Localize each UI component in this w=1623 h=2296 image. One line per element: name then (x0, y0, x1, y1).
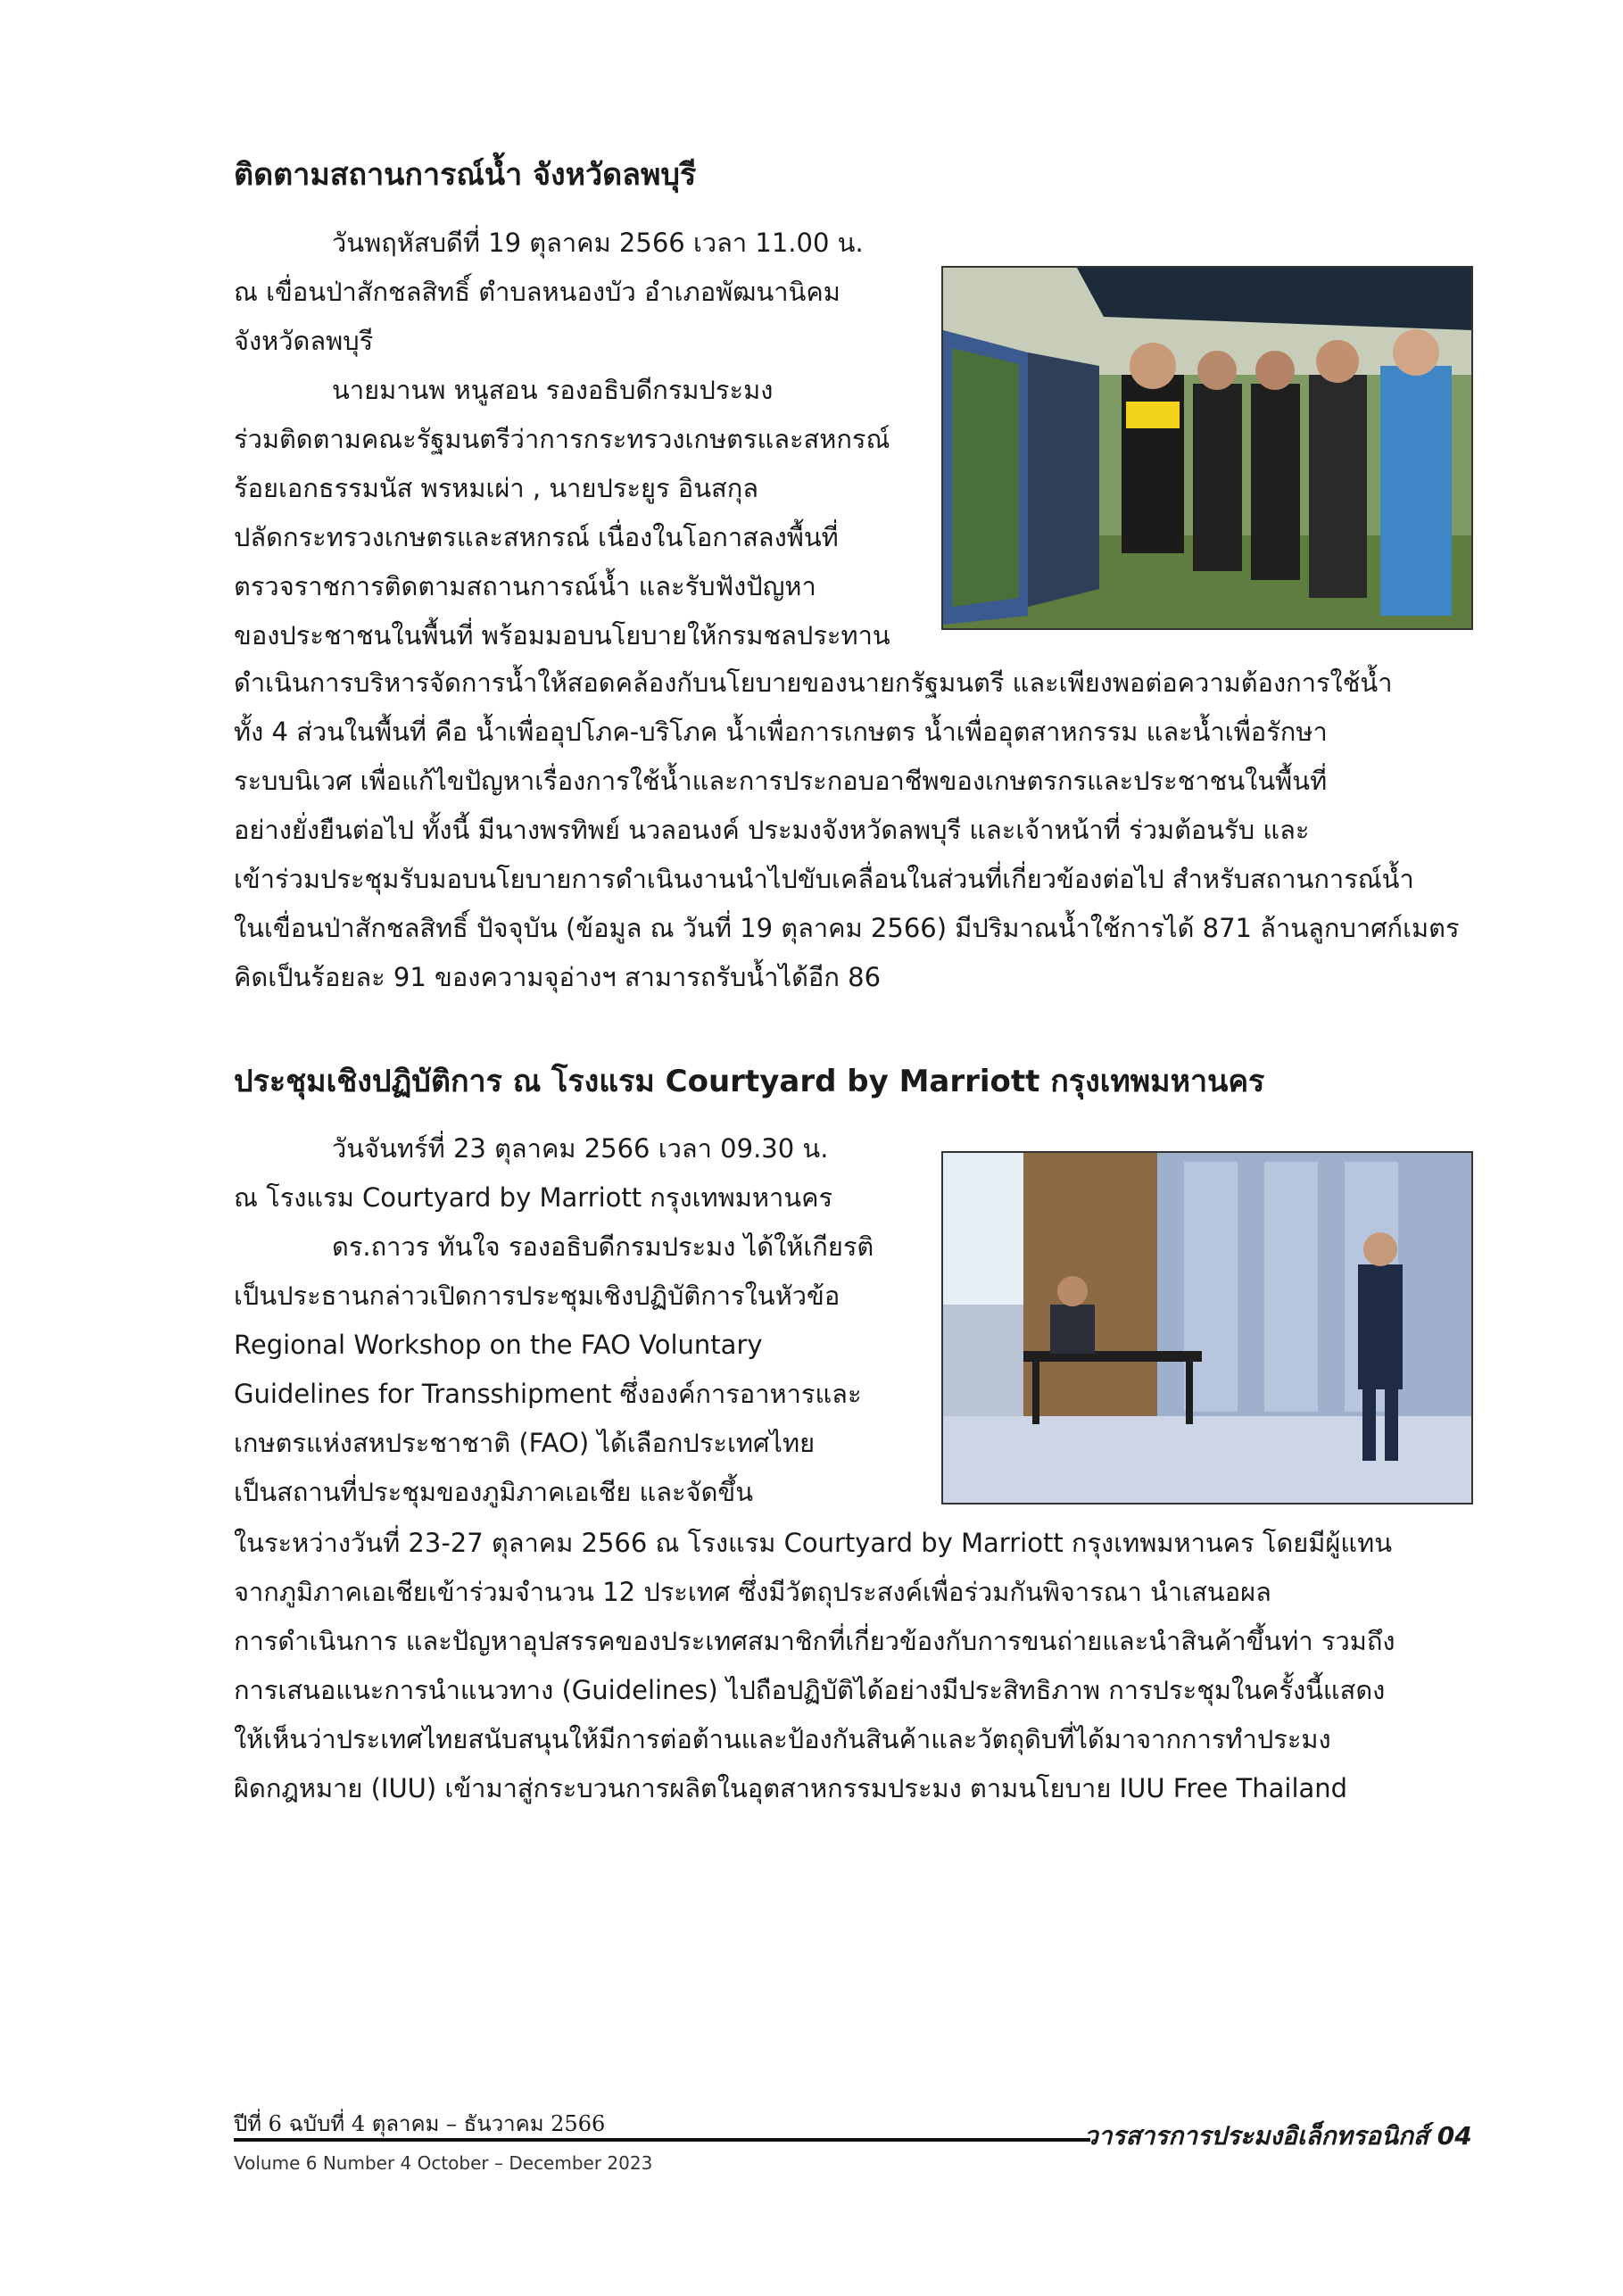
photo-dam-inspection-image (943, 268, 1471, 628)
section2-paragraph-full: ในระหว่างวันที่ 23-27 ตุลาคม 2566 ณ โรงแรม Courtyard by Marriott กรุงเทพมหานคร โดยมีผู้แทน จากภูมิภาคเอเชียเข้าร่วมจำนวน 12 ประเทศ ซึ่งมีวัตถุประสงค์เพื่อร่วมกันพิจารณา นำเสนอผล การดำเนินการ และปัญหาอุปสรรคของประเทศสมาชิกที่เกี่ยวข้องกับการขนถ่ายและนำสินค้าขึ้นท่า รวมถึง การเสนอแนะการนำแนวทาง (Guidelines) ไปถือปฏิบัติได้อย่างมีประสิทธิภาพ การประชุมในครั้งนี้แสดง ให้เห็นว่าประเทศไทยสนับสนุนให้มีการต่อต้านและป้องกันสินค้าและวัตถุดิบที่ได้มาจากการทำประมง ผิดกฎหมาย (IUU) เข้ามาสู่กระบวนการผลิตในอุตสาหกรรมประมง ตามนโยบาย IUU Free Thailand (234, 1528, 1395, 1803)
section-title-workshop: ประชุมเชิงปฏิบัติการ ณ โรงแรม Courtyard by Marriott กรุงเทพมหานคร (234, 1064, 1265, 1099)
section1-paragraph-narrow: นายมานพ หนูสอน รองอธิบดีกรมประมง ร่วมติดตามคณะรัฐมนตรีว่าการกระทรวงเกษตรและสหกรณ์ ร้อยเอกธรรมนัส พรหมเผ่า , นายประยูร อินสกุล ปลัดกระทรวงเกษตรและสหกรณ์ เนื่องในโอกาสลงพื้นที่ ตรวจราชการติดตามสถานการณ์น้ำ และรับฟังปัญหา ของประชาชนในพื้นที่ พร้อมมอบนโยบายให้กรมชลประทาน (234, 375, 890, 651)
photo-dam-inspection (941, 266, 1473, 630)
footer-issue-english: Volume 6 Number 4 October – December 2023 (234, 2152, 653, 2174)
footer-journal-name: วารสารการประมงอิเล็กทรอนิกส์ 04 (1084, 2121, 1472, 2151)
section1-paragraph-full: ดำเนินการบริหารจัดการน้ำให้สอดคล้องกับนโยบายของนายกรัฐมนตรี และเพียงพอต่อความต้องการใช้น้ำ ทั้ง 4 ส่วนในพื้นที่ คือ น้ำเพื่ออุปโภค-บริโภค น้ำเพื่อการเกษตร น้ำเพื่ออุตสาหกรรม และน้ำเพื่อรักษา ระบบนิเวศ เพื่อแก้ไขปัญหาเรื่องการใช้น้ำและการประกอบอาชีพของเกษตรกรและประชาชนในพื้นที่ อย่างยั่งยืนต่อไป ทั้งนี้ มีนางพรทิพย์ นวลอนงค์ ประมงจังหวัดลพบุรี และเจ้าหน้าที่ ร่วมต้อนรับ และ เข้าร่วมประชุมรับมอบนโยบายการดำเนินงานนำไปขับเคลื่อนในส่วนที่เกี่ยวข้องต่อไป สำหรับสถานการณ์น้ำ ในเขื่อนป่าสักชลสิทธิ์ ปัจจุบัน (ข้อมูล ณ วันที่ 19 ตุลาคม 2566) มีปริมาณน้ำใช้การได้ 871 ล้านลูกบาศก์เมตร คิดเป็นร้อยละ 91 ของความจุอ่างฯ สามารถรับน้ำได้อีก 86 (234, 667, 1460, 992)
section2-intro: วันจันทร์ที่ 23 ตุลาคม 2566 เวลา 09.30 น. ณ โรงแรม Courtyard by Marriott กรุงเทพมหานคร (234, 1133, 833, 1213)
section1-intro: วันพฤหัสบดีที่ 19 ตุลาคม 2566 เวลา 11.00 น. ณ เขื่อนป่าสักชลสิทธิ์ ตำบลหนองบัว อำเภอพัฒนานิคม จังหวัดลพบุรี (234, 228, 864, 356)
section2-paragraph-narrow: ดร.ถาวร ทันใจ รองอธิบดีกรมประมง ได้ให้เกียรติ เป็นประธานกล่าวเปิดการประชุมเชิงปฏิบัติการในหัวข้อ Regional Workshop on the FAO Voluntary Guidelines for Transshipment ซึ่งองค์การอาหารและ เกษตรแห่งสหประชาชาติ (FAO) ได้เลือกประเทศไทย เป็นสถานที่ประชุมของภูมิภาคเอเชีย และจัดขึ้น (234, 1231, 874, 1507)
footer-divider (234, 2138, 1090, 2142)
footer-issue-thai: ปีที่ 6 ฉบับที่ 4 ตุลาคม – ธันวาคม 2566 (234, 2111, 606, 2136)
section-title-water-situation: ติดตามสถานการณ์น้ำ จังหวัดลพบุรี (234, 157, 697, 193)
photo-workshop (941, 1151, 1473, 1504)
photo-workshop-image (943, 1153, 1471, 1503)
